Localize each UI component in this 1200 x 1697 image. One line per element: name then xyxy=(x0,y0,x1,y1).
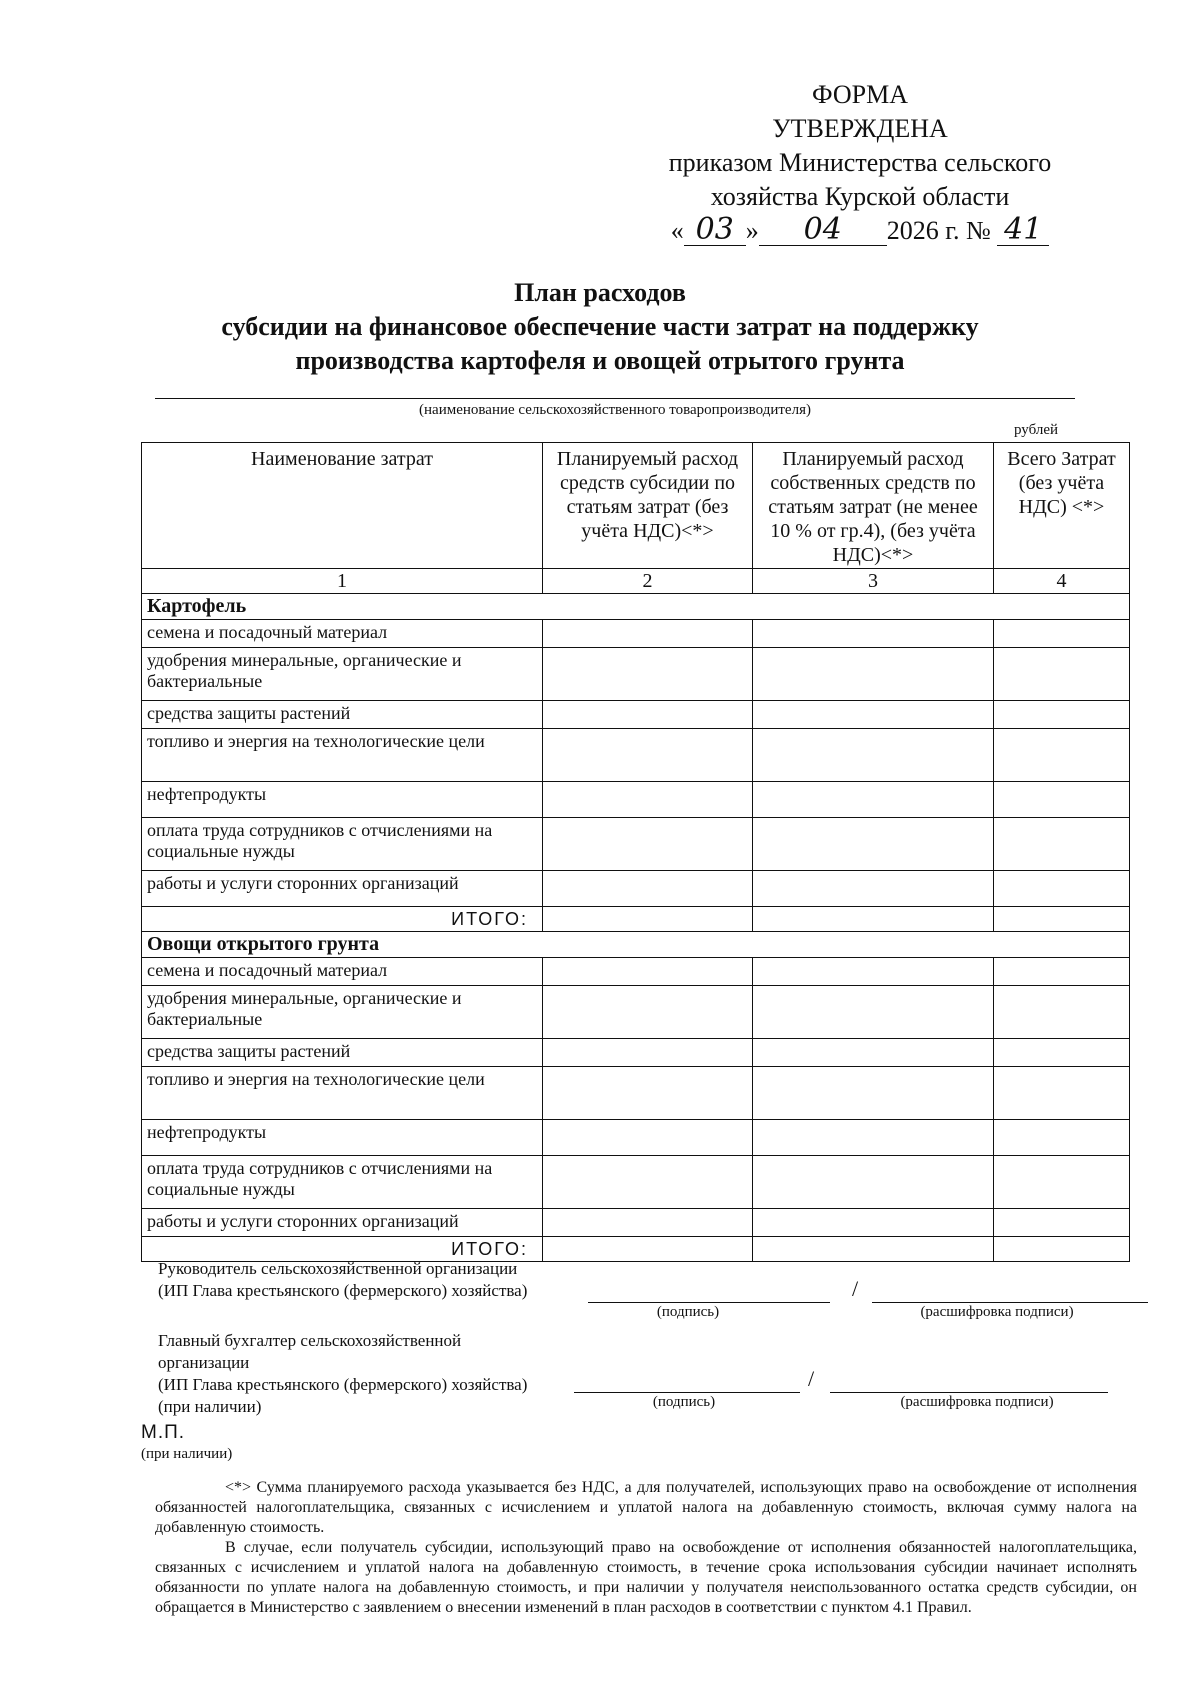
approval-order-issuer: приказом Министерства сельского xyxy=(668,148,1052,177)
date-day-handwritten: 03 xyxy=(684,215,746,246)
row-label: средства защиты растений xyxy=(142,1039,543,1067)
row-label: семена и посадочный материал xyxy=(142,958,543,986)
own-funds-amount-cell[interactable] xyxy=(753,818,994,871)
table-row xyxy=(142,1156,1130,1209)
accountant-title-line1: Главный бухгалтер сельскохозяйственной xyxy=(158,1331,462,1350)
header-own-funds-planned: Планируемый расход собственных средств по статьям затрат (не менее 10 % от гр.4), (без учёта НДС)<*> xyxy=(753,443,994,569)
total-amount-cell[interactable] xyxy=(994,648,1130,701)
head-signature-label xyxy=(158,1258,527,1302)
subsidy-total-cell[interactable] xyxy=(543,1237,753,1262)
subsidy-amount-cell[interactable] xyxy=(543,701,753,729)
section-row-potato xyxy=(142,594,1130,620)
accountant-decoding-caption: (расшифровка подписи) xyxy=(900,1394,1054,1410)
total-amount-cell[interactable] xyxy=(994,958,1130,986)
own-funds-total-cell[interactable] xyxy=(753,907,994,932)
subsidy-amount-cell[interactable] xyxy=(543,1039,753,1067)
footnote-paragraph-1: <*> Сумма планируемого расхода указывается без НДС, а для получателей, использующих право на освобождение от исполнения обязанностей налогоплательщика, связанных с исчислением и уплатой налога на добавленную стоимость, включая сумму налога на добавленную стоимость. xyxy=(155,1479,1137,1536)
row-label: работы и услуги сторонних организаций xyxy=(142,1209,543,1237)
subsidy-amount-cell[interactable] xyxy=(543,1067,753,1120)
own-funds-amount-cell[interactable] xyxy=(753,1120,994,1156)
row-label: оплата труда сотрудников с отчислениями на социальные нужды xyxy=(142,818,543,871)
total-amount-cell[interactable] xyxy=(994,701,1130,729)
row-label: семена и посадочный материал xyxy=(142,620,543,648)
head-signature-line[interactable] xyxy=(588,1302,830,1303)
total-amount-cell[interactable] xyxy=(994,871,1130,907)
total-amount-cell[interactable] xyxy=(994,620,1130,648)
accountant-title-line2: организации xyxy=(158,1353,250,1372)
grand-total-cell[interactable] xyxy=(994,1237,1130,1262)
header-subsidy-planned: Планируемый расход средств субсидии по статьям затрат (без учёта НДС)<*> xyxy=(543,443,753,569)
table-row xyxy=(142,1120,1130,1156)
subsidy-amount-cell[interactable] xyxy=(543,620,753,648)
stamp-note: (при наличии) xyxy=(141,1446,233,1462)
row-label: работы и услуги сторонних организаций xyxy=(142,871,543,907)
own-funds-amount-cell[interactable] xyxy=(753,871,994,907)
table-row xyxy=(142,958,1130,986)
total-amount-cell[interactable] xyxy=(994,1039,1130,1067)
subsidy-amount-cell[interactable] xyxy=(543,818,753,871)
own-funds-amount-cell[interactable] xyxy=(753,958,994,986)
footnote xyxy=(155,1478,1137,1618)
subsidy-amount-cell[interactable] xyxy=(543,1156,753,1209)
accountant-signature-slash: / xyxy=(808,1366,815,1391)
table-row xyxy=(142,818,1130,871)
document-title xyxy=(100,276,1100,378)
org-name-caption: (наименование сельскохозяйственного товаропроизводителя) xyxy=(419,402,811,418)
table-row xyxy=(142,701,1130,729)
accountant-signature-line[interactable] xyxy=(574,1392,800,1393)
subsidy-amount-cell[interactable] xyxy=(543,986,753,1039)
own-funds-total-cell[interactable] xyxy=(753,1237,994,1262)
total-amount-cell[interactable] xyxy=(994,818,1130,871)
section-row-vegetables xyxy=(142,932,1130,958)
total-amount-cell[interactable] xyxy=(994,1067,1130,1120)
table-row xyxy=(142,1039,1130,1067)
subsidy-amount-cell[interactable] xyxy=(543,729,753,782)
row-label: средства защиты растений xyxy=(142,701,543,729)
approval-block xyxy=(640,78,1080,248)
table-row xyxy=(142,729,1130,782)
total-label: ИТОГО: xyxy=(142,1237,543,1262)
subsidy-amount-cell[interactable] xyxy=(543,958,753,986)
table-row xyxy=(142,1067,1130,1120)
subsidy-amount-cell[interactable] xyxy=(543,1120,753,1156)
approval-form-label: ФОРМА xyxy=(812,80,908,109)
total-amount-cell[interactable] xyxy=(994,729,1130,782)
header-total-costs: Всего Затрат (без учёта НДС) <*> xyxy=(994,443,1130,569)
own-funds-amount-cell[interactable] xyxy=(753,1039,994,1067)
column-number: 2 xyxy=(543,569,753,594)
column-number: 3 xyxy=(753,569,994,594)
total-amount-cell[interactable] xyxy=(994,1156,1130,1209)
subsidy-amount-cell[interactable] xyxy=(543,1209,753,1237)
title-line-1: План расходов xyxy=(514,278,686,307)
own-funds-amount-cell[interactable] xyxy=(753,1156,994,1209)
own-funds-amount-cell[interactable] xyxy=(753,729,994,782)
date-close-quote: » xyxy=(745,216,759,245)
column-number: 1 xyxy=(142,569,543,594)
subsidy-amount-cell[interactable] xyxy=(543,648,753,701)
row-label: удобрения минеральные, органические и бактериальные xyxy=(142,986,543,1039)
accountant-title-line3: (ИП Глава крестьянского (фермерского) хозяйства) xyxy=(158,1375,528,1394)
units-label: рублей xyxy=(1014,422,1059,438)
org-name-blank-line xyxy=(155,398,1075,399)
approval-order-issuer-cont: хозяйства Курской области xyxy=(710,182,1010,211)
table-header-row xyxy=(142,443,1130,569)
row-label: топливо и энергия на технологические цели xyxy=(142,1067,543,1120)
row-label: нефтепродукты xyxy=(142,1120,543,1156)
expense-plan-table xyxy=(141,442,1130,1262)
stamp-label: М.П. xyxy=(141,1422,186,1443)
approval-date-line xyxy=(640,214,1080,248)
head-title-line1: Руководитель сельскохозяйственной организации xyxy=(158,1259,518,1278)
accountant-signature-caption: (подпись) xyxy=(652,1394,716,1410)
head-signature-slash: / xyxy=(852,1276,859,1301)
accountant-signature-label xyxy=(158,1330,527,1418)
column-number: 4 xyxy=(994,569,1130,594)
date-open-quote: « xyxy=(670,216,684,245)
subsidy-amount-cell[interactable] xyxy=(543,782,753,818)
subsidy-amount-cell[interactable] xyxy=(543,871,753,907)
total-label: ИТОГО: xyxy=(142,907,543,932)
own-funds-amount-cell[interactable] xyxy=(753,986,994,1039)
date-month-handwritten: 04 xyxy=(759,215,887,246)
head-decoding-line[interactable] xyxy=(872,1302,1148,1303)
table-row xyxy=(142,648,1130,701)
subsidy-total-cell[interactable] xyxy=(543,907,753,932)
head-title-line2: (ИП Глава крестьянского (фермерского) хозяйства) xyxy=(158,1281,528,1300)
own-funds-amount-cell[interactable] xyxy=(753,620,994,648)
table-row xyxy=(142,1209,1130,1237)
approval-approved-label: УТВЕРЖДЕНА xyxy=(772,114,948,143)
head-decoding-caption: (расшифровка подписи) xyxy=(920,1304,1074,1320)
title-line-2: субсидии на финансовое обеспечение части затрат на поддержку xyxy=(221,312,979,341)
section-title: Овощи открытого грунта xyxy=(142,932,1130,958)
row-label: оплата труда сотрудников с отчислениями на социальные нужды xyxy=(142,1156,543,1209)
footnote-paragraph-2: В случае, если получатель субсидии, использующий право на освобождение от исполнения обязанностей налогоплательщика, связанных с исчислением и уплатой налога на добавленную стоимость, в течение срока использования субсидии начинает исполнять обязанности по уплате налога на добавленную стоимость, и при наличии у получателя неиспользованного остатка средств субсидии, он обращается в Министерство с заявлением о внесении изменений в план расходов в соответствии с пунктом 4.1 Правил. xyxy=(155,1539,1137,1616)
table-row xyxy=(142,620,1130,648)
head-signature-caption: (подпись) xyxy=(656,1304,720,1320)
total-amount-cell[interactable] xyxy=(994,1209,1130,1237)
row-label: удобрения минеральные, органические и бактериальные xyxy=(142,648,543,701)
grand-total-cell[interactable] xyxy=(994,907,1130,932)
title-line-3: производства картофеля и овощей отрытого грунта xyxy=(295,346,905,375)
accountant-decoding-line[interactable] xyxy=(830,1392,1108,1393)
header-cost-name: Наименование затрат xyxy=(142,443,543,569)
expense-plan-table-wrap xyxy=(141,442,1130,1262)
total-amount-cell[interactable] xyxy=(994,782,1130,818)
column-number-row xyxy=(142,569,1130,594)
total-row xyxy=(142,907,1130,932)
own-funds-amount-cell[interactable] xyxy=(753,1209,994,1237)
section-title: Картофель xyxy=(142,594,1130,620)
table-row xyxy=(142,782,1130,818)
row-label: нефтепродукты xyxy=(142,782,543,818)
total-amount-cell[interactable] xyxy=(994,1120,1130,1156)
order-number-handwritten: 41 xyxy=(997,215,1049,246)
date-year-label: 2026 г. № xyxy=(886,216,991,245)
own-funds-amount-cell[interactable] xyxy=(753,701,994,729)
table-row xyxy=(142,986,1130,1039)
table-row xyxy=(142,871,1130,907)
own-funds-amount-cell[interactable] xyxy=(753,1067,994,1120)
own-funds-amount-cell[interactable] xyxy=(753,782,994,818)
row-label: топливо и энергия на технологические цели xyxy=(142,729,543,782)
own-funds-amount-cell[interactable] xyxy=(753,648,994,701)
total-amount-cell[interactable] xyxy=(994,986,1130,1039)
accountant-title-line4: (при наличии) xyxy=(158,1397,262,1416)
